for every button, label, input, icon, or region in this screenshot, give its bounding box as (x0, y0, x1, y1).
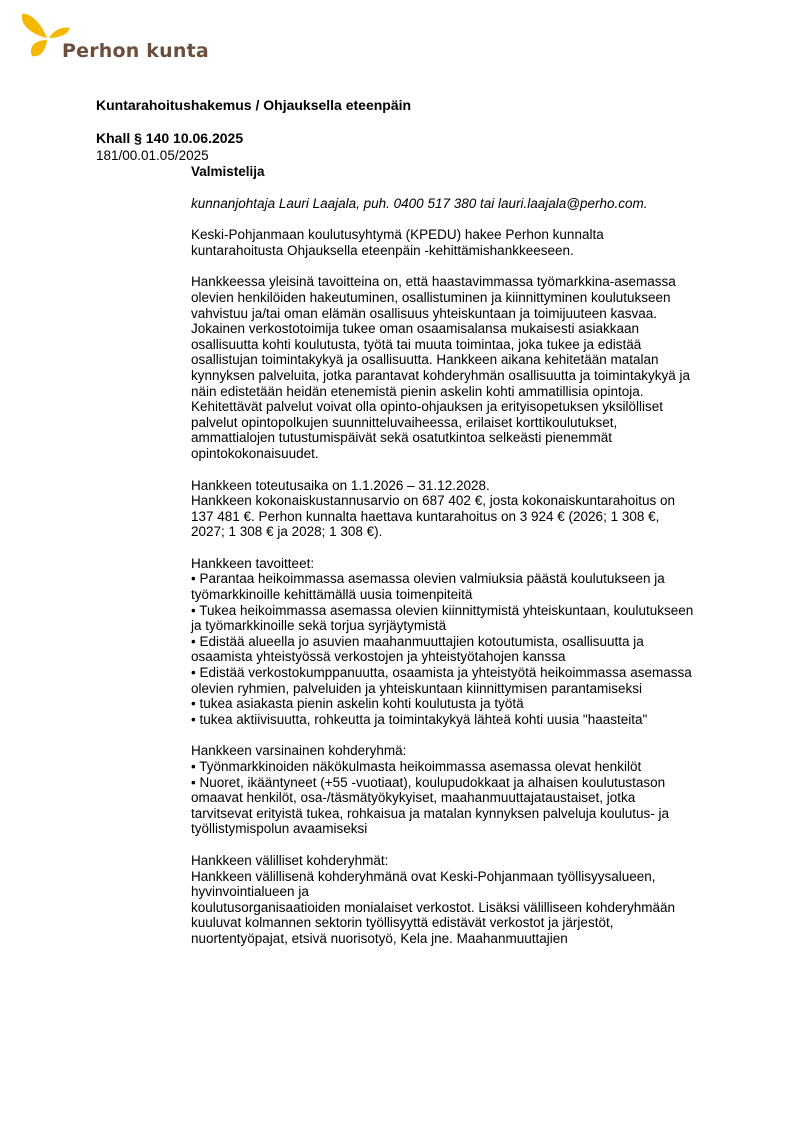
indirect-target-text: Hankkeen välillisenä kohderyhmänä ovat Keski-Pohjanmaan työllisyysalueen, hyvinvointialueen ja (191, 868, 656, 900)
indirect-target-text-continued: koulutusorganisaatioiden monialaiset verkostot. Lisäksi välilliseen kohderyhmään kuuluvat kolmannen sektorin työllisyyttä edistävät verkostot ja järjestöt, nuortentyöpajat, etsivä nuorisotyö, Kela jne. Maahanmuuttajien (191, 899, 676, 946)
document-title: Kuntarahoitushakemus / Ohjauksella eteenpäin (96, 97, 412, 113)
diary-number: 181/00.01.05/2025 (96, 148, 209, 163)
preparer-info: kunnanjohtaja Lauri Laajala, puh. 0400 517 380 tai lauri.laajala@perho.com. (191, 195, 648, 211)
objective-item: • tukea asiakasta pienin askelin kohti koulutusta ja työtä (191, 696, 524, 712)
target-group-item: • Nuoret, ikääntyneet (+55 -vuotiaat), koulupudokkaat ja alhaisen koulutustason omaavat henkilöt, osa-/täsmätyökykyiset, maahanmuuttajataustaiset, jotka tarvitsevat erityistä tukea, rohkaisua ja matalan kynnyksen palveluja koulutus- ja työllistymispolun avaamiseksi (191, 774, 669, 837)
duration-paragraph: Hankkeen toteutusaika on 1.1.2026 – 31.12.2028. (191, 477, 490, 493)
logo (20, 10, 210, 66)
document-body (191, 164, 696, 947)
logo-text: Perhon kunta (62, 40, 209, 62)
objective-item: • tukea aktiivisuutta, rohkeutta ja toimintakykyä lähteä kohti uusia "haasteita" (191, 711, 648, 727)
costs-paragraph: Hankkeen kokonaiskustannusarvio on 687 402 €, josta kokonaiskuntarahoitus on 137 481 €. Perhon kunnalta haettava kuntarahoitus on 3 924 € (2026; 1 308 €, 2027; 1 308 € ja 2028; 1 308 €). (191, 493, 676, 540)
objective-item: • Edistää alueella jo asuvien maahanmuuttajien kotoutumista, osallisuutta ja osaamista yhteistyössä verkostojen ja yhteistyötahojen kanssa (191, 633, 644, 665)
target-group-item: • Työnmarkkinoiden näkökulmasta heikoimmassa asemassa olevat henkilöt (191, 759, 642, 774)
objective-item: • Parantaa heikoimmassa asemassa olevien valmiuksia päästä koulutukseen ja työmarkkinoille kehittämällä uusia toimenpiteitä (191, 571, 665, 603)
target-group-heading: Hankkeen varsinainen kohderyhmä: (191, 743, 407, 759)
objective-item: • Edistää verkostokumppanuutta, osaamista ja yhteistyötä heikoimmassa asemassa olevien ryhmien, palveluiden ja yhteiskuntaan kiinnittymisen parantamiseksi (191, 665, 692, 696)
objective-item: • Tukea heikoimmassa asemassa olevien kiinnittymistä yhteiskuntaan, koulutukseen ja työmarkkinoille sekä torjua syrjäytymistä (191, 602, 694, 634)
intro-paragraph: Keski-Pohjanmaan koulutusyhtymä (KPEDU) hakee Perhon kunnalta kuntarahoitusta Ohjauksella eteenpäin -kehittämishankkeeseen. (191, 227, 604, 258)
indirect-target-heading: Hankkeen välilliset kohderyhmät: (191, 852, 389, 868)
general-goals-paragraph: Hankkeessa yleisinä tavoitteina on, että haastavimmassa työmarkkina-asemassa olevien henkilöiden hakeutuminen, osallistuminen ja kiinnittyminen koulutukseen vahvistuu ja/tai oman elämän osallisuus yhteiskuntaan ja toimijuuteen kasvaa. Jokainen verkostotoimija tukee oman osaamisalansa mukaisesti asiakkaan osallisuutta kohti koulutusta, työtä tai muuta toimintaa, joka tukee ja edistää osallistujan toimintakykyä ja osallisuutta. Hankkeen aikana kehitetään matalan kynnyksen palveluita, jotka parantavat kohderyhmän osallisuutta ja toimintakykyä ja näin edistetään heidän etenemistä pienin askelin kohti ammatillisia opintoja. Kehitettävät palvelut voivat olla opinto-ohjauksen ja erityisopetuksen yksilölliset palvelut opintopolkujen suunnitteluvaiheessa, erilaiset korttikoulutukset, ammattialojen tutustumispäivät sekä osatutkintoa selkeästi pienemmät opintokokonaisuudet. (191, 274, 691, 461)
meeting-reference: Khall § 140 10.06.2025 (96, 130, 244, 146)
preparer-heading: Valmistelija (191, 164, 265, 179)
objectives-heading: Hankkeen tavoitteet: (191, 555, 315, 571)
